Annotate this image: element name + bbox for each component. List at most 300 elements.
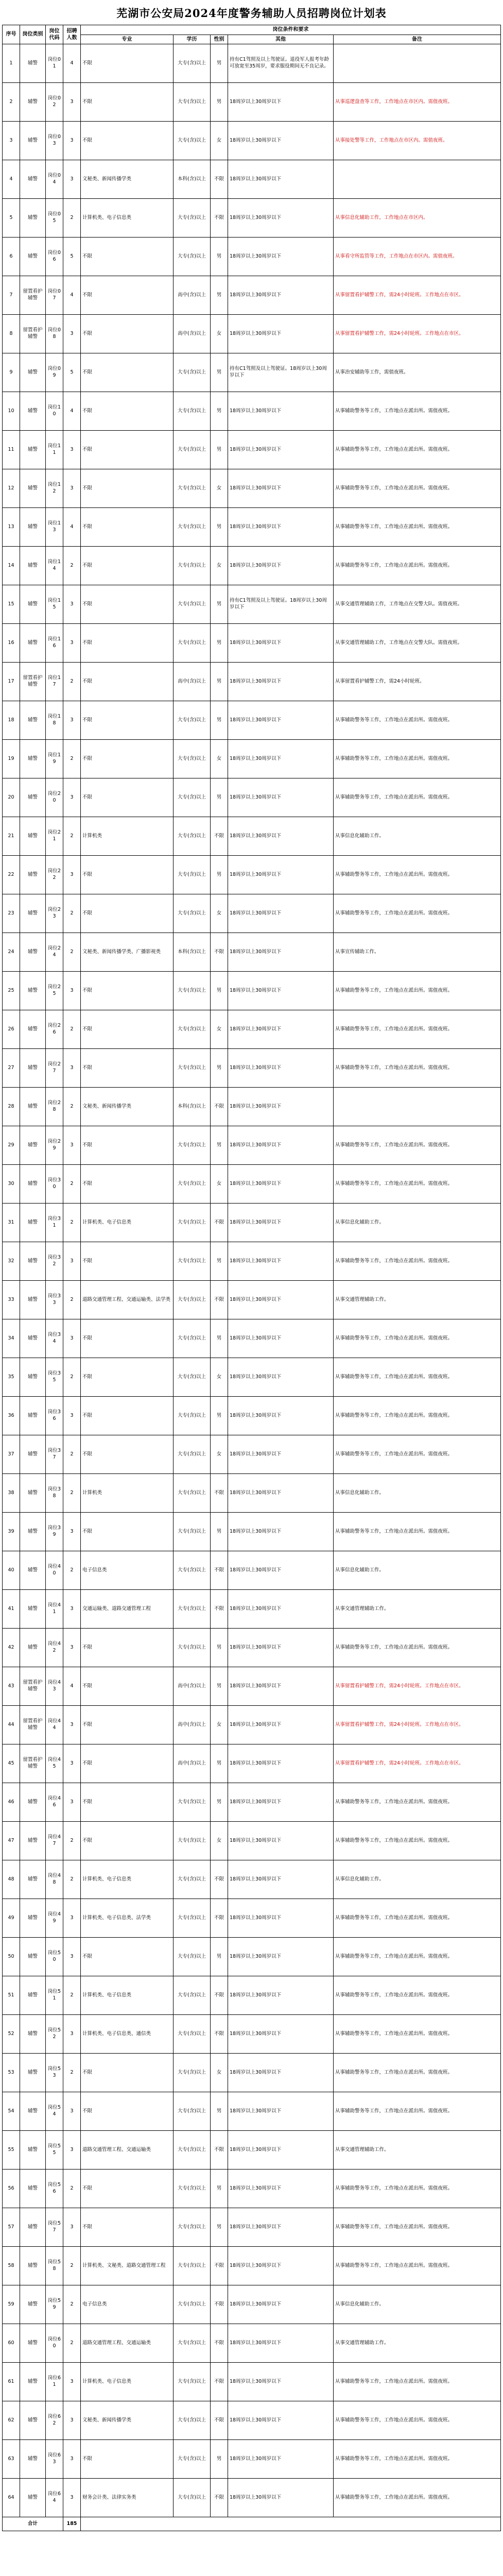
cell-edu: 大专(含)以上	[174, 238, 211, 276]
cell-note: 从事交通管理辅助工作，工作地点在交警大队。需值夜班。	[334, 624, 501, 663]
table-row	[3, 701, 501, 740]
cell-gender: 男	[211, 44, 228, 83]
header-count: 招聘人数	[63, 25, 81, 44]
cell-code: 岗位62	[46, 2401, 63, 2440]
cell-other: 18周岁以上30周岁以下	[228, 508, 334, 547]
cell-note: 从事辅助警务等工作，工作地点在派出所。需值夜班。	[334, 2440, 501, 2479]
cell-major: 电子信息类	[81, 2285, 174, 2324]
cell-code: 岗位07	[46, 276, 63, 315]
cell-count: 3	[63, 469, 81, 508]
cell-seq: 2	[3, 83, 20, 122]
cell-type: 辅警	[20, 547, 46, 585]
cell-major: 计算机类、电子信息类	[81, 199, 174, 238]
cell-gender: 男	[211, 1049, 228, 1088]
cell-gender: 男	[211, 585, 228, 624]
cell-note: 从事辅助警务等工作，工作地点在派出所。需值夜班。	[334, 1783, 501, 1822]
cell-gender: 不限	[211, 2015, 228, 2054]
cell-count: 5	[63, 238, 81, 276]
cell-type: 辅警	[20, 2363, 46, 2401]
table-row	[3, 1513, 501, 1551]
cell-edu: 高中(含)以上	[174, 1706, 211, 1744]
cell-code: 岗位08	[46, 315, 63, 353]
cell-note: 从事辅助警务等工作，工作地点在派出所。需值夜班。	[334, 547, 501, 585]
cell-seq: 32	[3, 1242, 20, 1281]
cell-edu: 大专(含)以上	[174, 1435, 211, 1474]
cell-count: 3	[63, 2363, 81, 2401]
cell-edu: 大专(含)以上	[174, 1976, 211, 2015]
cell-other: 18周岁以上30周岁以下	[228, 894, 334, 933]
cell-other: 18周岁以上30周岁以下	[228, 1590, 334, 1629]
cell-edu: 大专(含)以上	[174, 2324, 211, 2363]
cell-code: 岗位26	[46, 1010, 63, 1049]
table-row	[3, 1744, 501, 1783]
cell-gender: 男	[211, 972, 228, 1010]
cell-count: 2	[63, 1010, 81, 1049]
cell-note: 从事辅助警务等工作，工作地点在派出所。需值夜班。	[334, 1629, 501, 1667]
cell-count: 2	[63, 1088, 81, 1126]
cell-edu: 大专(含)以上	[174, 1049, 211, 1088]
cell-code: 岗位46	[46, 1783, 63, 1822]
table-row	[3, 1435, 501, 1474]
cell-other: 18周岁以上30周岁以下	[228, 2131, 334, 2170]
header-edu: 学历	[174, 35, 211, 44]
cell-code: 岗位24	[46, 933, 63, 972]
cell-major: 不限	[81, 392, 174, 431]
cell-gender: 男	[211, 2170, 228, 2208]
cell-note: 从事辅助警务等工作，工作地点在派出所。需值夜班。	[334, 1242, 501, 1281]
cell-type: 留置看护辅警	[20, 315, 46, 353]
cell-edu: 高中(含)以上	[174, 1667, 211, 1706]
cell-code: 岗位02	[46, 83, 63, 122]
cell-code: 岗位37	[46, 1435, 63, 1474]
cell-major: 不限	[81, 1242, 174, 1281]
cell-gender: 女	[211, 547, 228, 585]
cell-edu: 大专(含)以上	[174, 740, 211, 778]
cell-note	[334, 1088, 501, 1126]
cell-edu: 大专(含)以上	[174, 2401, 211, 2440]
cell-edu: 高中(含)以上	[174, 315, 211, 353]
cell-type: 辅警	[20, 1590, 46, 1629]
table-footer	[3, 2517, 501, 2531]
cell-gender: 不限	[211, 1590, 228, 1629]
cell-other: 18周岁以上30周岁以下	[228, 2247, 334, 2285]
cell-count: 3	[63, 1049, 81, 1088]
cell-edu: 大专(含)以上	[174, 972, 211, 1010]
cell-type: 辅警	[20, 1242, 46, 1281]
cell-seq: 59	[3, 2285, 20, 2324]
cell-seq: 45	[3, 1744, 20, 1783]
table-row	[3, 1822, 501, 1860]
cell-code: 岗位40	[46, 1551, 63, 1590]
cell-type: 留置看护辅警	[20, 663, 46, 701]
cell-seq: 9	[3, 353, 20, 392]
cell-other: 18周岁以上30周岁以下	[228, 315, 334, 353]
cell-count: 3	[63, 1629, 81, 1667]
cell-seq: 49	[3, 1899, 20, 1938]
cell-other: 18周岁以上30周岁以下	[228, 1204, 334, 1242]
cell-edu: 大专(含)以上	[174, 431, 211, 469]
cell-gender: 男	[211, 1397, 228, 1435]
cell-code: 岗位41	[46, 1590, 63, 1629]
table-row	[3, 2170, 501, 2208]
cell-note: 从事信息化辅助工作。	[334, 1860, 501, 1899]
cell-code: 岗位39	[46, 1513, 63, 1551]
table-row	[3, 1049, 501, 1088]
cell-gender: 男	[211, 2440, 228, 2479]
cell-seq: 39	[3, 1513, 20, 1551]
cell-other: 持有C1驾照及以上驾驶证。18周岁以上30周岁以下	[228, 585, 334, 624]
cell-code: 岗位19	[46, 740, 63, 778]
cell-count: 3	[63, 2015, 81, 2054]
cell-note: 从事交通管理辅助工作。	[334, 2324, 501, 2363]
cell-count: 4	[63, 276, 81, 315]
cell-edu: 大专(含)以上	[174, 83, 211, 122]
cell-code: 岗位58	[46, 2247, 63, 2285]
cell-count: 3	[63, 1242, 81, 1281]
cell-gender: 不限	[211, 1204, 228, 1242]
cell-note: 从事辅助警务等工作，工作地点在派出所。需值夜班。	[334, 469, 501, 508]
cell-seq: 46	[3, 1783, 20, 1822]
cell-other: 18周岁以上30周岁以下	[228, 431, 334, 469]
cell-note: 从事辅助警务等工作，工作地点在派出所。需值夜班。	[334, 431, 501, 469]
cell-other: 18周岁以上30周岁以下	[228, 547, 334, 585]
table-row	[3, 160, 501, 199]
cell-note: 从事辅助警务等工作，工作地点在派出所。需值夜班。	[334, 1899, 501, 1938]
cell-gender: 男	[211, 276, 228, 315]
cell-note: 从事辅助警务等工作，工作地点在派出所。需值夜班。	[334, 1358, 501, 1397]
cell-count: 2	[63, 1281, 81, 1319]
cell-gender: 男	[211, 1744, 228, 1783]
cell-gender: 男	[211, 1242, 228, 1281]
cell-seq: 15	[3, 585, 20, 624]
cell-gender: 不限	[211, 817, 228, 856]
cell-other: 18周岁以上30周岁以下	[228, 160, 334, 199]
cell-other: 18周岁以上30周岁以下	[228, 199, 334, 238]
cell-note: 从事留置看护辅警工作，需24小时轮班。工作地点在市区。	[334, 315, 501, 353]
cell-count: 4	[63, 44, 81, 83]
cell-seq: 33	[3, 1281, 20, 1319]
cell-other: 18周岁以上30周岁以下	[228, 1165, 334, 1204]
cell-edu: 大专(含)以上	[174, 1204, 211, 1242]
cell-code: 岗位54	[46, 2092, 63, 2131]
cell-seq: 8	[3, 315, 20, 353]
cell-note: 从事辅助警务等工作，工作地点在派出所。需值夜班。	[334, 1319, 501, 1358]
cell-type: 辅警	[20, 1088, 46, 1126]
cell-other: 18周岁以上30周岁以下	[228, 2401, 334, 2440]
header-note: 备注	[334, 35, 501, 44]
cell-major: 不限	[81, 1938, 174, 1976]
cell-code: 岗位03	[46, 122, 63, 160]
cell-other: 18周岁以上30周岁以下	[228, 83, 334, 122]
cell-seq: 17	[3, 663, 20, 701]
cell-seq: 23	[3, 894, 20, 933]
cell-count: 2	[63, 547, 81, 585]
cell-count: 3	[63, 585, 81, 624]
cell-gender: 男	[211, 1667, 228, 1706]
cell-seq: 56	[3, 2170, 20, 2208]
cell-code: 岗位04	[46, 160, 63, 199]
cell-type: 辅警	[20, 508, 46, 547]
cell-note: 从事辅助警务等工作，工作地点在派出所。需值夜班。	[334, 1938, 501, 1976]
cell-note: 从事留置看护辅警工作，需24小时轮班。工作地点在市区。	[334, 1744, 501, 1783]
cell-seq: 12	[3, 469, 20, 508]
cell-count: 3	[63, 122, 81, 160]
cell-seq: 44	[3, 1706, 20, 1744]
cell-seq: 13	[3, 508, 20, 547]
cell-other: 18周岁以上30周岁以下	[228, 1010, 334, 1049]
cell-code: 岗位20	[46, 778, 63, 817]
cell-gender: 不限	[211, 199, 228, 238]
cell-gender: 男	[211, 238, 228, 276]
header-gender: 性别	[211, 35, 228, 44]
cell-gender: 女	[211, 315, 228, 353]
cell-major: 不限	[81, 1126, 174, 1165]
cell-edu: 大专(含)以上	[174, 1899, 211, 1938]
cell-seq: 58	[3, 2247, 20, 2285]
cell-edu: 大专(含)以上	[174, 2285, 211, 2324]
cell-seq: 25	[3, 972, 20, 1010]
cell-major: 不限	[81, 1435, 174, 1474]
cell-note: 从事辅助警务等工作，工作地点在派出所。需值夜班。	[334, 2208, 501, 2247]
cell-type: 辅警	[20, 817, 46, 856]
cell-edu: 大专(含)以上	[174, 2131, 211, 2170]
cell-major: 不限	[81, 778, 174, 817]
cell-edu: 大专(含)以上	[174, 1319, 211, 1358]
cell-gender: 女	[211, 740, 228, 778]
cell-seq: 36	[3, 1397, 20, 1435]
cell-edu: 大专(含)以上	[174, 1010, 211, 1049]
cell-major: 不限	[81, 1358, 174, 1397]
cell-type: 辅警	[20, 1860, 46, 1899]
cell-code: 岗位10	[46, 392, 63, 431]
cell-count: 3	[63, 1783, 81, 1822]
cell-edu: 大专(含)以上	[174, 392, 211, 431]
cell-type: 辅警	[20, 238, 46, 276]
cell-gender: 不限	[211, 2401, 228, 2440]
cell-code: 岗位32	[46, 1242, 63, 1281]
cell-major: 不限	[81, 663, 174, 701]
table-row	[3, 1667, 501, 1706]
cell-type: 辅警	[20, 2247, 46, 2285]
cell-seq: 24	[3, 933, 20, 972]
cell-major: 不限	[81, 1319, 174, 1358]
header-seq: 序号	[3, 25, 20, 44]
cell-count: 5	[63, 353, 81, 392]
cell-other: 18周岁以上30周岁以下	[228, 2285, 334, 2324]
cell-other: 18周岁以上30周岁以下	[228, 238, 334, 276]
cell-other: 18周岁以上30周岁以下	[228, 1899, 334, 1938]
cell-edu: 大专(含)以上	[174, 817, 211, 856]
cell-note: 从事留置看护辅警工作，需24小时轮班。工作地点在市区。	[334, 1706, 501, 1744]
table-row	[3, 315, 501, 353]
cell-code: 岗位05	[46, 199, 63, 238]
cell-count: 3	[63, 431, 81, 469]
cell-code: 岗位11	[46, 431, 63, 469]
cell-code: 岗位22	[46, 856, 63, 894]
cell-note: 从事信息化辅助工作。	[334, 817, 501, 856]
cell-gender: 男	[211, 778, 228, 817]
cell-count: 3	[63, 315, 81, 353]
cell-count: 2	[63, 933, 81, 972]
cell-seq: 52	[3, 2015, 20, 2054]
cell-major: 不限	[81, 547, 174, 585]
cell-type: 辅警	[20, 1397, 46, 1435]
table-row	[3, 44, 501, 83]
cell-seq: 60	[3, 2324, 20, 2363]
cell-code: 岗位30	[46, 1165, 63, 1204]
cell-count: 2	[63, 2285, 81, 2324]
cell-count: 3	[63, 1899, 81, 1938]
cell-code: 岗位60	[46, 2324, 63, 2363]
table-row	[3, 2247, 501, 2285]
cell-edu: 大专(含)以上	[174, 1783, 211, 1822]
cell-note: 从事辅助警务等工作，工作地点在派出所。需值夜班。	[334, 2015, 501, 2054]
cell-type: 辅警	[20, 469, 46, 508]
cell-code: 岗位31	[46, 1204, 63, 1242]
cell-major: 不限	[81, 701, 174, 740]
header-conditions-group: 岗位条件和要求	[81, 25, 501, 35]
cell-code: 岗位12	[46, 469, 63, 508]
cell-code: 岗位38	[46, 1474, 63, 1513]
cell-major: 不限	[81, 624, 174, 663]
table-row	[3, 1629, 501, 1667]
cell-seq: 1	[3, 44, 20, 83]
cell-count: 3	[63, 1744, 81, 1783]
table-row	[3, 1358, 501, 1397]
cell-note: 从事信息化辅助工作。	[334, 1551, 501, 1590]
cell-major: 不限	[81, 353, 174, 392]
cell-major: 计算机类、电子信息类	[81, 1976, 174, 2015]
cell-seq: 43	[3, 1667, 20, 1706]
cell-other: 18周岁以上30周岁以下	[228, 2363, 334, 2401]
table-row	[3, 431, 501, 469]
table-row	[3, 2401, 501, 2440]
cell-count: 3	[63, 2092, 81, 2131]
cell-type: 留置看护辅警	[20, 276, 46, 315]
cell-type: 辅警	[20, 856, 46, 894]
cell-major: 计算机类、电子信息类	[81, 1204, 174, 1242]
cell-type: 辅警	[20, 1822, 46, 1860]
cell-edu: 大专(含)以上	[174, 199, 211, 238]
cell-other: 18周岁以上30周岁以下	[228, 1667, 334, 1706]
cell-gender: 不限	[211, 1899, 228, 1938]
table-row	[3, 2324, 501, 2363]
cell-code: 岗位29	[46, 1126, 63, 1165]
cell-gender: 男	[211, 392, 228, 431]
cell-code: 岗位63	[46, 2440, 63, 2479]
cell-type: 辅警	[20, 701, 46, 740]
cell-count: 3	[63, 2440, 81, 2479]
cell-note: 从事治安辅助等工作，需值夜班。	[334, 353, 501, 392]
cell-type: 辅警	[20, 2401, 46, 2440]
cell-type: 辅警	[20, 1358, 46, 1397]
cell-gender: 男	[211, 1319, 228, 1358]
cell-other: 18周岁以上30周岁以下	[228, 2440, 334, 2479]
cell-note: 从事辅助警务等工作，工作地点在派出所。需值夜班。	[334, 2401, 501, 2440]
cell-seq: 31	[3, 1204, 20, 1242]
cell-edu: 大专(含)以上	[174, 508, 211, 547]
cell-edu: 大专(含)以上	[174, 1822, 211, 1860]
cell-major: 不限	[81, 1397, 174, 1435]
cell-note: 从事辅助警务等工作，工作地点在派出所。需值夜班。	[334, 701, 501, 740]
cell-code: 岗位06	[46, 238, 63, 276]
cell-code: 岗位42	[46, 1629, 63, 1667]
cell-seq: 16	[3, 624, 20, 663]
cell-type: 辅警	[20, 2285, 46, 2324]
cell-edu: 本科(含)以上	[174, 1088, 211, 1126]
cell-other: 18周岁以上30周岁以下	[228, 2324, 334, 2363]
cell-code: 岗位14	[46, 547, 63, 585]
table-row	[3, 2208, 501, 2247]
cell-gender: 女	[211, 1165, 228, 1204]
cell-type: 辅警	[20, 44, 46, 83]
cell-seq: 34	[3, 1319, 20, 1358]
cell-seq: 14	[3, 547, 20, 585]
cell-note: 从事交通管理辅助工作。	[334, 2131, 501, 2170]
cell-other: 18周岁以上30周岁以下	[228, 1706, 334, 1744]
cell-count: 2	[63, 2247, 81, 2285]
cell-type: 辅警	[20, 199, 46, 238]
cell-seq: 20	[3, 778, 20, 817]
cell-major: 不限	[81, 122, 174, 160]
cell-type: 辅警	[20, 1435, 46, 1474]
cell-count: 2	[63, 1822, 81, 1860]
cell-edu: 大专(含)以上	[174, 1397, 211, 1435]
cell-edu: 大专(含)以上	[174, 1513, 211, 1551]
cell-gender: 男	[211, 1938, 228, 1976]
cell-major: 财务会计类、法律实务类	[81, 2479, 174, 2517]
cell-seq: 61	[3, 2363, 20, 2401]
cell-gender: 不限	[211, 1860, 228, 1899]
cell-other: 18周岁以上30周岁以下	[228, 1551, 334, 1590]
cell-other: 18周岁以上30周岁以下	[228, 1049, 334, 1088]
cell-count: 3	[63, 1706, 81, 1744]
cell-seq: 22	[3, 856, 20, 894]
cell-type: 辅警	[20, 2440, 46, 2479]
cell-code: 岗位33	[46, 1281, 63, 1319]
cell-note: 从事信息化辅助工作。	[334, 1474, 501, 1513]
cell-code: 岗位48	[46, 1860, 63, 1899]
table-row	[3, 1474, 501, 1513]
table-row	[3, 817, 501, 856]
cell-note: 从事辅助警务等工作，工作地点在派出所。需值夜班。	[334, 778, 501, 817]
cell-other: 18周岁以上30周岁以下	[228, 2170, 334, 2208]
cell-count: 3	[63, 1590, 81, 1629]
cell-type: 辅警	[20, 1783, 46, 1822]
cell-type: 辅警	[20, 972, 46, 1010]
cell-major: 不限	[81, 431, 174, 469]
cell-major: 不限	[81, 972, 174, 1010]
cell-edu: 大专(含)以上	[174, 44, 211, 83]
recruitment-table	[2, 25, 501, 2531]
cell-code: 岗位56	[46, 2170, 63, 2208]
table-row	[3, 547, 501, 585]
cell-other: 18周岁以上30周岁以下	[228, 392, 334, 431]
cell-code: 岗位15	[46, 585, 63, 624]
cell-type: 辅警	[20, 1938, 46, 1976]
cell-note: 从事看守所监管等工作，工作地点在市区内。需值夜班。	[334, 238, 501, 276]
cell-count: 4	[63, 392, 81, 431]
cell-major: 不限	[81, 1049, 174, 1088]
cell-edu: 大专(含)以上	[174, 778, 211, 817]
cell-note: 从事辅助警务等工作，工作地点在派出所。需值夜班。	[334, 2170, 501, 2208]
cell-major: 道路交通管理工程、交通运输类	[81, 2324, 174, 2363]
cell-major: 计算机类	[81, 817, 174, 856]
cell-seq: 3	[3, 122, 20, 160]
cell-note: 从事辅助警务等工作，工作地点在派出所。需值夜班。	[334, 1126, 501, 1165]
cell-code: 岗位55	[46, 2131, 63, 2170]
cell-type: 辅警	[20, 2054, 46, 2092]
